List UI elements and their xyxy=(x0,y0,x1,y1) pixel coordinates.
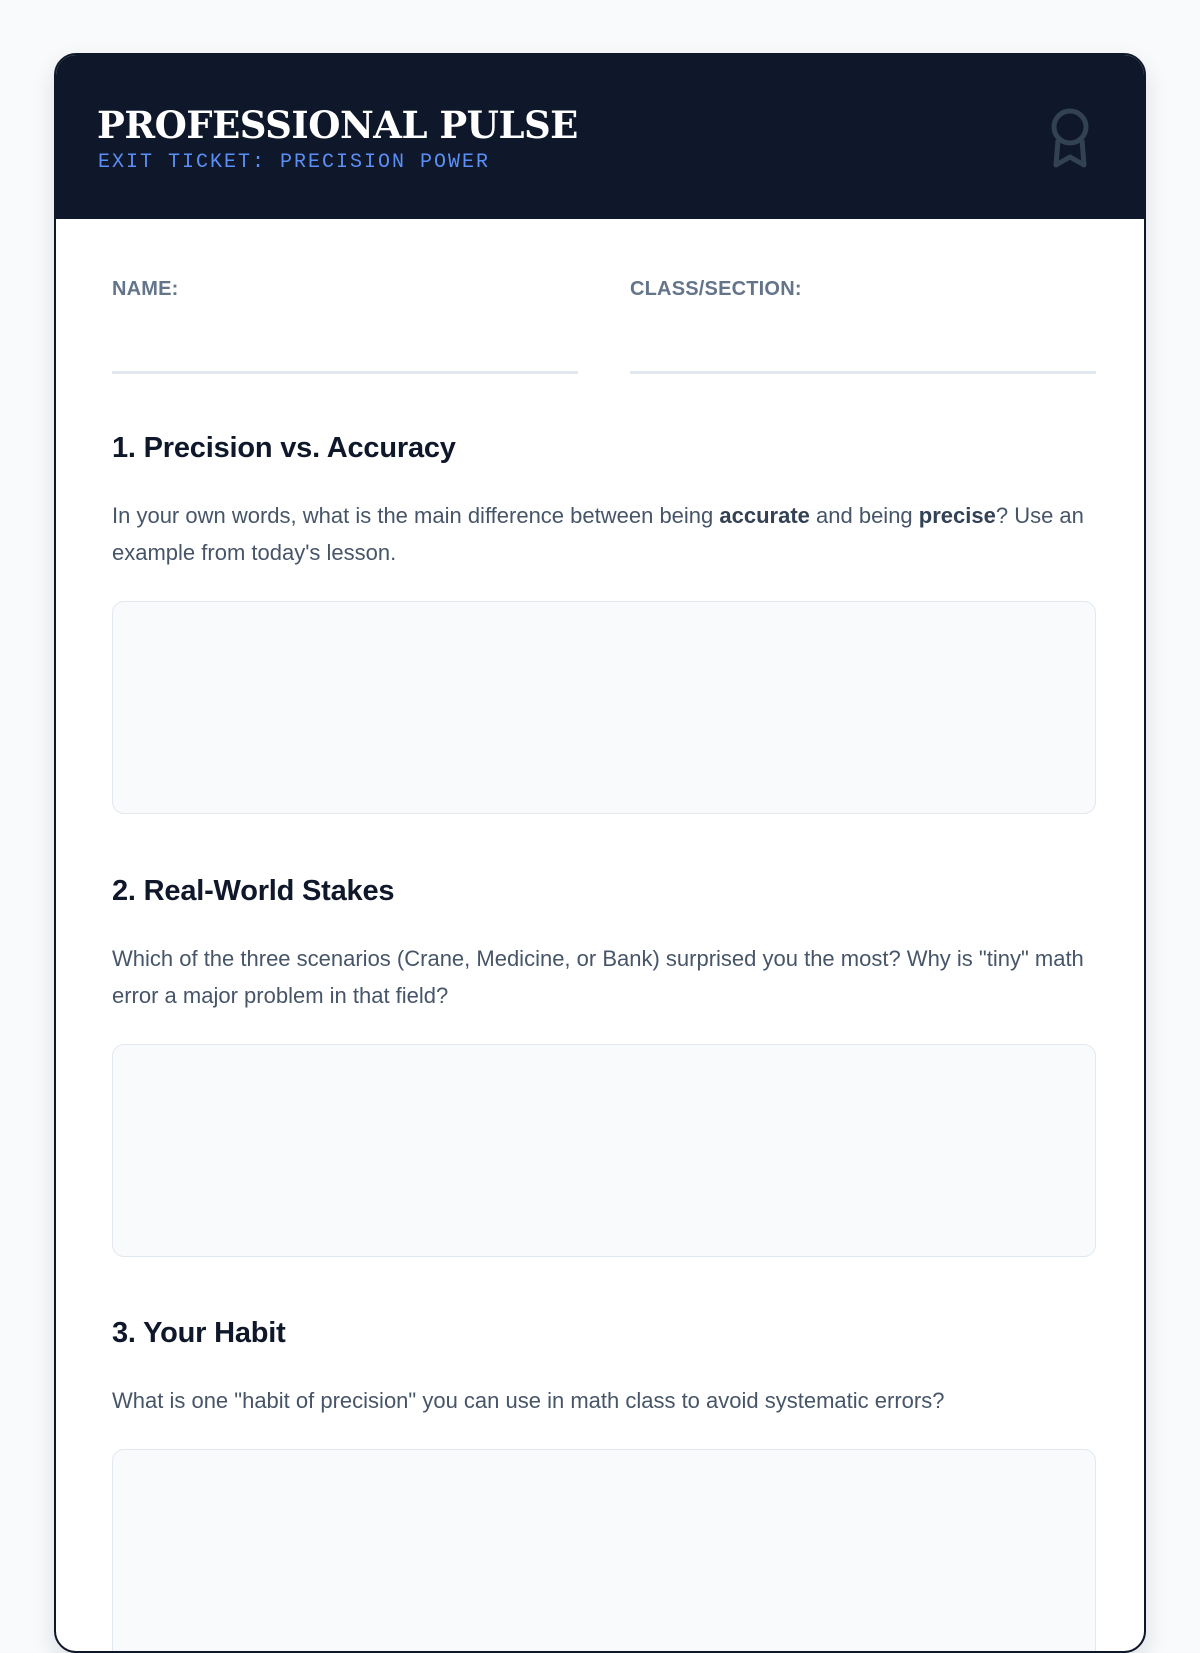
page-subtitle: EXIT TICKET: PRECISION POWER xyxy=(98,151,491,174)
name-field-group xyxy=(112,277,578,374)
question-2-answer-box[interactable] xyxy=(112,1044,1096,1257)
question-2-prompt: Which of the three scenarios (Crane, Medicine, or Bank) surprised you the most? Why is "tiny" math error a major problem in that field? xyxy=(112,946,1084,1008)
question-1-heading: 1. Precision vs. Accuracy xyxy=(112,432,456,464)
class-section-field-group xyxy=(630,277,1096,374)
class-section-input[interactable] xyxy=(630,339,1096,374)
page-title: PROFESSIONAL PULSE xyxy=(97,103,578,147)
question-1-text-middle: and being xyxy=(809,503,919,528)
question-3-prompt: What is one "habit of precision" you can use in math class to avoid systematic errors? xyxy=(112,1388,945,1413)
question-1-text-before: In your own words, what is the main difference between being xyxy=(112,503,720,528)
question-1-text-after: ? Use an example from today's lesson. xyxy=(112,503,1084,565)
question-2 xyxy=(112,874,1096,1257)
question-3-heading: 3. Your Habit xyxy=(112,1317,286,1349)
question-1-prompt xyxy=(112,497,1096,571)
question-2-heading: 2. Real-World Stakes xyxy=(112,875,395,907)
card-header xyxy=(56,55,1144,219)
question-3 xyxy=(112,1316,1096,1653)
question-1 xyxy=(112,431,1096,814)
question-3-answer-box[interactable] xyxy=(112,1449,1096,1653)
award-ribbon-icon xyxy=(1048,107,1092,171)
question-1-bold-precise: precise xyxy=(918,503,996,528)
question-1-bold-accurate: accurate xyxy=(719,503,810,528)
question-1-answer-box[interactable] xyxy=(112,601,1096,814)
name-input[interactable] xyxy=(112,339,578,374)
name-label: NAME: xyxy=(112,278,179,300)
exit-ticket-card xyxy=(54,53,1146,1653)
class-section-label: CLASS/SECTION: xyxy=(630,278,802,300)
